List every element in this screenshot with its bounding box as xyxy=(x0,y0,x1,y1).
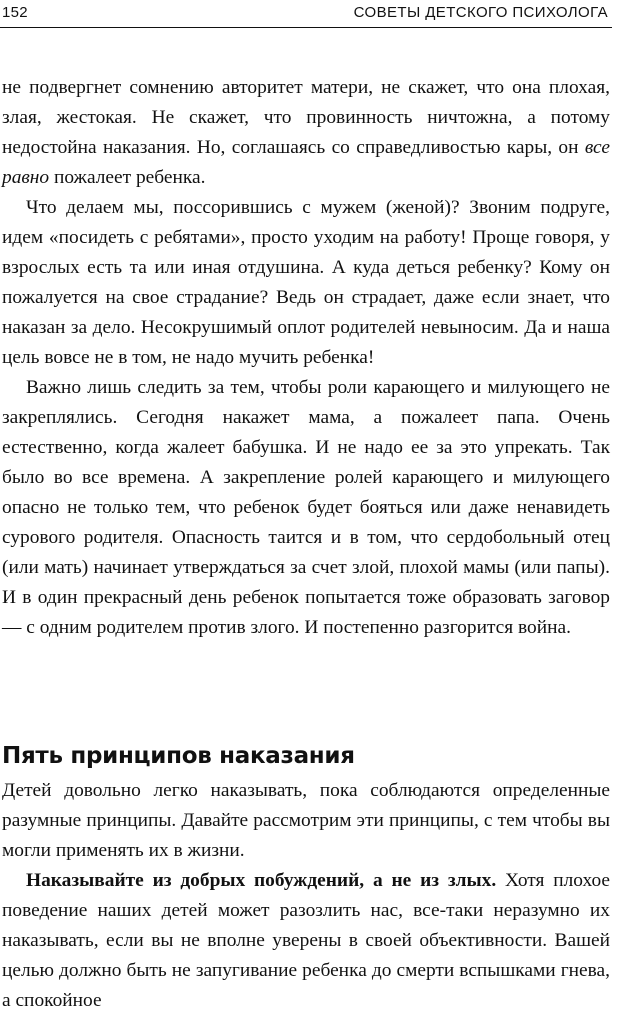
principle-title: Наказывайте из добрых побуждений, а не из злых. xyxy=(26,870,497,891)
principle-text: Хотя плохое поведение наших детей может разозлить нас, все-таки неразумно их наказывать, если вы не вполне уверены в своей объективности. Вашей целью должно быть не запугивание ребенка до смерти вспышками гнева, а спокойное xyxy=(2,870,610,1011)
emphasis-text: все равно xyxy=(2,137,610,188)
paragraph-continued xyxy=(2,73,610,193)
page-number: 152 xyxy=(2,4,28,21)
paragraph: Что делаем мы, поссорившись с мужем (женой)? Звоним подруге, идем «посидеть с ребятами», просто уходим на работу! Проще говоря, у взрослых есть та или иная отдушина. А куда деться ребенку? Кому он пожалуется на свое страдание? Ведь он страдает, даже если знает, что наказан за дело. Несокрушимый оплот родителей невыносим. Да и наша цель вовсе не в том, не надо мучить ребенка! xyxy=(2,197,610,368)
body-text-top xyxy=(2,73,610,643)
principle-paragraph xyxy=(2,866,610,1016)
paragraph: Важно лишь следить за тем, чтобы роли карающего и милующего не закреплялись. Сегодня накажет мама, а пожалеет папа. Очень естественно, когда жалеет бабушка. И не надо ее за это упрекать. Так было во все времена. А закрепление ролей карающего и милующего опасно не только тем, что ребенок будет бояться или даже ненавидеть сурового родителя. Опасность таится и в том, что сердобольный отец (или мать) начинает утверждаться за счет злой, плохой мамы (или папы). И в один прекрасный день ребенок попытается тоже образовать заговор — с одним родителем против злого. И постепенно разгорится война. xyxy=(2,377,610,638)
section-intro: Детей довольно легко наказывать, пока соблюдаются определенные разумные принципы. Давайте рассмотрим эти принципы, с тем чтобы вы могли применять их в жизни. xyxy=(2,780,610,861)
body-text-section xyxy=(2,776,610,1016)
paragraph-text: не подвергнет сомнению авторитет матери, не скажет, что она плохая, злая, жестокая. Не скажет, что провинность ничтожна, а потому недостойна наказания. Но, соглашаясь со справедливостью кары, он xyxy=(2,77,610,158)
book-title: СОВЕТЫ ДЕТСКОГО ПСИХОЛОГА xyxy=(353,4,608,21)
section-heading: Пять принципов наказания xyxy=(2,743,355,770)
running-header xyxy=(0,0,612,28)
paragraph-text: пожалеет ребенка. xyxy=(49,167,206,188)
